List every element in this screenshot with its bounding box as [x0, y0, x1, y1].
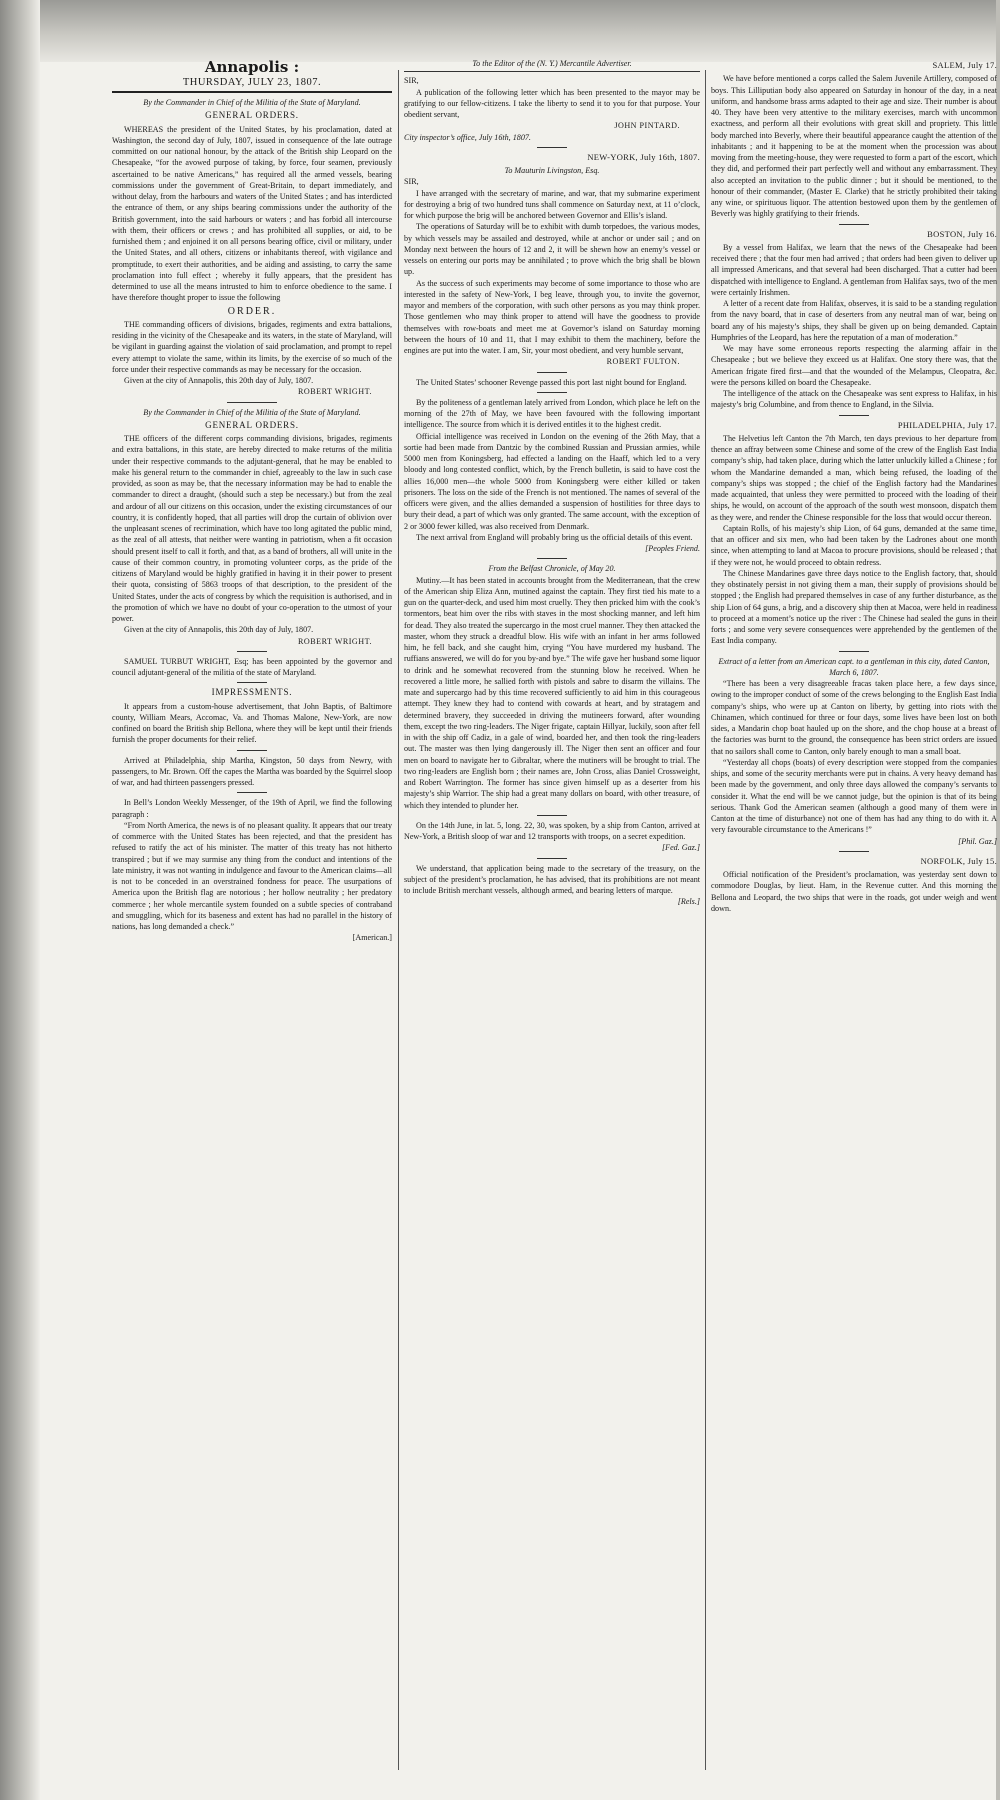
column-three [711, 58, 997, 1788]
news-paragraph: We have before mentioned a corps called the Salem Juvenile Artillery, composed of boys. This Lilliputian body also appeared on Saturday in honour of the day, in a neat uniform, and handsome brass arms adapted to their age and size. Their number is about 40. They have been very attentive to the military exercises, march with uncommon exactness, and perform all their evolutions with great skill and propriety. This little body marched into Beverly, where their beautiful appearance caught the attention of the inhabitants ; and it happening to be at the moment when the procession was about moving from the meeting-house, they were requested to form a part of the escort, which they did, and performed their part perfectly well and without any embarrassment. They also accepted an invitation to the public dinner ; but it should be mentioned, to the honour of their commander, (Master E. Clarke) that he strictly prohibited their taking any wine, or spirituous liquor. The attention bestowed upon them by the gentlemen of Beverly was highly gratifying to their friends. [711, 74, 997, 219]
article-paragraph: It appears from a custom-house advertisement, that John Baptis, of Baltimore county, William Mears, Accomac, Va. and Thomas Malone, New-York, are now confined on board the British ship Bellona, where they will be kept until their friends furnish the proper documents for their relief. [112, 701, 392, 745]
scan-top-border [0, 0, 1000, 62]
news-paragraph: By the politeness of a gentleman lately arrived from London, which place he left on the morning of the 27th of May, we have been favoured with the following important intelligence. The source from which it is derived entitles it to the highest credit. [404, 397, 700, 430]
letter-signature: JOHN PINTARD. [614, 121, 680, 131]
divider [839, 224, 869, 225]
column-one [112, 58, 392, 1788]
letter-paragraph: As the success of such experiments may become of some importance to those who are interested in the safety of New-York, I beg leave, through you, to invite the governor, mayor and members of the corporation, with such other persons as you may think proper. Those gentlemen who may think proper to attend will have the goodness to provide themselves with row-boats and meet me at Governor’s island on Saturday morning between the hours of 10 and 11, that I may exhibit to them the machinery, before the engines are put into the water. I am, Sir, your most obedient, and very humble servant, [404, 278, 700, 355]
news-paragraph: “There has been a very disagreeable fracas taken place here, a few days since, owing to the improper conduct of some of the crews belonging to the English East India company’s ships, who were up at Canton on liberty, by getting into riots with the Chinamen, which continued for three or four days, some lives have been lost on both sides, a Mandarin chop boat hauled up on the shore, and the chop house at a breast of the factories was burnt to the ground, the consequence has been strict orders are issued that no sailors shall come to Canton, only barely enough to man a small boat. [711, 679, 997, 756]
order-heading: By the Commander in Chief of the Militia of the State of Maryland. [143, 98, 361, 107]
appointment-notice: SAMUEL TURBUT WRIGHT, Esq; has been appointed by the governor and council adjutant-general of the militia of the state of Maryland. [112, 656, 392, 677]
order-signature: ROBERT WRIGHT. [298, 636, 372, 646]
divider [537, 858, 567, 859]
news-paragraph: The next arrival from England will probably bring us the official details of this event. [416, 532, 693, 542]
order-title: GENERAL ORDERS. [205, 419, 299, 430]
dateline: NORFOLK, July 15. [920, 855, 997, 866]
source-credit: [Rels.] [677, 897, 700, 907]
article-heading: From the Belfast Chronicle, of May 20. [488, 564, 616, 574]
news-paragraph: Official notification of the President’s proclamation, was yesterday sent down to commodore Douglas, by lieut. Ham, in the Revenue cutter. And this morning the Bellona and Leopard, the two ships that were in the roads, got under weigh and went down. [711, 870, 997, 913]
scan-left-border [0, 0, 40, 1800]
divider [839, 415, 869, 416]
divider [537, 372, 567, 373]
news-paragraph: The Helvetius left Canton the 7th March, ten days previous to her departure from thence an affray between some Chinese and some of the crew of the English East India company’s ship, had taken place, during which the latter unluckily killed a Chinese ; for whom the Mandarine demanded a man, which being refused, the loading of the company’s ships was stopped ; the chief of the English factory had the Mandarines made acquainted, that unless they were permitted to proceed with the loading of their ships, he would, on account of the approach of the south west monsoon, dispatch them as they were, and render the Chinese responsible for the loss that would occur thereon. [711, 433, 997, 522]
news-paragraph: On the 14th June, in lat. 5, long. 22, 30, was spoken, by a ship from Canton, arrived at New-York, a British sloop of war and 12 transports with troops, on a secret expedition. [404, 820, 700, 841]
source-credit: [American.] [352, 933, 392, 943]
source-credit: [Fed. Gaz.] [662, 843, 700, 853]
dateline: BOSTON, July 16. [927, 228, 997, 239]
general-orders-one [112, 97, 392, 398]
divider [237, 651, 267, 652]
news-paragraph: “Yesterday all chops (boats) of every description were stopped from the companies ships, and some of the security merchants were put in chains. A very heavy demand has been made by the government, and only three days allowed the company’s servants to consider it. What the end will be we cannot judge, but the opinion is that of its being serious. Thank God the American seamen (although a good many of them were in Canton at the time of disturbance) not one of them has had any thing to do with it. A very favourable circumstance to the Americans !” [711, 757, 997, 835]
dateline: PHILADELPHIA, July 17. [897, 419, 997, 430]
news-paragraph: A letter of a recent date from Halifax, observes, it is said to be a standing regulation from the navy board, that in case of deserters from any neutral man of war, being on board any of his majesty’s ships, they shall be given up on being demanded. Captain Humphries of the Leopard, has here the reputation of a man of moderation.” [711, 299, 997, 342]
divider [537, 392, 567, 393]
divider [227, 402, 277, 403]
dateline: SALEM, July 17. [932, 60, 997, 70]
source-credit: [Peoples Friend. [645, 544, 700, 553]
letter-paragraph: I have arranged with the secretary of marine, and war, that my submarine experiment for destroying a brig of two hundred tuns shall commence on Saturday next, at 11 o’clock, for which purpose the brig will be anchored between Governor and Ellis’s island. [404, 188, 700, 220]
salutation: SIR, [404, 177, 419, 187]
news-paragraph: Captain Rolls, of his majesty’s ship Lion, of 64 guns, demanded at the same time, that an officer and six men, who had been taken by the Ladrones about one month since, when attempting to land at Macoa to procure provisions, should be released ; that if they were not, he would proceed to obtain redress. [711, 523, 997, 567]
issue-date: THURSDAY, JULY 23, 1807. [112, 76, 392, 93]
divider [537, 815, 567, 816]
news-paragraph: We understand, that application being made to the secretary of the treasury, on the subject of the president’s proclamation, he has advised, that its prohibitions are not meant to include British merchant vessels, although armed, and bearing letters of marque. [404, 863, 700, 895]
news-paragraph: Mutiny.—It has been stated in accounts brought from the Mediterranean, that the crew of the American ship Eliza Ann, mutined against the captain. They first tied his mate to a gun on the quarter-deck, and used him most cruelly. They then pricked him with the cook’s tormentors, beat him over the ribs with staves in the most shocking manner, and left him for dead. They also treated the supercargo in the most cruel manner. They then attacked the master, whom they struck a dreadful blow. His wife with an infant in her arms followed him, he fell back, and she caught him, crying “You have murdered my husband. The ruffians answered, we will do for you by-and bye.” The wife gave her husband some liquor to drink and he somewhat recovered from the stunning blow he received. When he recovered a little more, he sallied forth with pistols and sabre to disarm the villains. The mate and supercargo had by this time recovered sufficiently to aid him in this courageous attempt. They knew they had to contend with cowards at heart, and by stratagem and determined bravery, they succeeded in driving the mutineers forward, after wounding them, except the two ring-leaders. The Niger frigate, captain Hillyar, luckily, soon after fell in with the ship off Cadiz, in a gale of wind, boarded her, and then took the ring-leaders out. The master was then lying dangerously ill. The Niger then sent an officer and four men on board to navigate her to Gibraltar, where the mutiners will be brought to trial. The two ring-leaders are English born ; their names are, John Cross, alias Daniel Crossweight, and Robert Warrington. The former has since given himself up as a deserter from his majesty’s ship Warrior. The ship had a great many dollars on board, with other treasure, of which they intended to plunder her. [404, 575, 700, 810]
order-heading: By the Commander in Chief of the Militia of the State of Maryland. [143, 407, 361, 417]
letter-place: City inspector’s office, July 16th, 1807. [404, 132, 531, 142]
divider [237, 750, 267, 751]
order-given: Given at the city of Annapolis, this 20th day of July, 1807. [124, 625, 314, 635]
news-paragraph: By a vessel from Halifax, we learn that the news of the Chesapeake had been received there ; that the four men had arrived ; that orders had been given to deliver up all impressed Americans, and that several had been discharged. That a cutter had been dispatched with intelligence to England. A gentleman from Halifax says, two of the men were certainly Irishmen. [711, 242, 997, 297]
article-paragraph: Arrived at Philadelphia, ship Martha, Kingston, 50 days from Newry, with passengers, to Mr. Brown. Off the capes the Martha was boarded by the Squirrel sloop of war, and had thirteen passengers pressed. [112, 755, 392, 787]
news-paragraph: Official intelligence was received in London on the evening of the 26th May, that a sortie had been made from Dantzic by the combined Russian and Prussian armies, while 5000 men from Koningsberg, had effected a landing on the Haaff, which led to a very bloody and long contested conflict, which, by the French bulletin, is said to have cost the allies 16,000 men—the whole 5000 from Koningsberg were either killed or taken prisoners. The loss on the side of the French is not mentioned. The names of several of the officers were given, and the allies demanded a suspension of hostilities for three days to bury their dead, a part of which was only granted. The same account, with the exception of 2 or 3000 fewer killed, was also received from Denmark. [404, 431, 700, 531]
column-rule [398, 70, 399, 1770]
divider [237, 682, 267, 683]
news-paragraph: The Chinese Mandarines gave three days notice to the English factory, that, should they obstinately persist in not giving them a man, their supply of provisions should be stopped ; the English had prepared themselves in case of any further disturbance, as the ship Lion of 64 guns, a brig, and a discovery ship then at Macoa, were held in readiness to proceed at a moment’s notice up the river : The Chinese had sealed the guns in their forts ; and some very severe consequences were apprehended by the gentlemen of the East India company. [711, 568, 997, 646]
column-rule [705, 70, 706, 1770]
news-item: The United States’ schooner Revenge passed this port last night bound for England. [416, 377, 687, 387]
order-given: Given at the city of Annapolis, this 20th day of July, 1807. [124, 376, 314, 385]
divider [237, 792, 267, 793]
order-subtitle: ORDER. [227, 305, 277, 317]
masthead-title: Annapolis : [204, 58, 300, 76]
letter-paragraph: A publication of the following letter which has been presented to the mayor may be gratifying to our fellow-citizens. I take the liberty to send it to you for that purpose. Your obedient servant, [404, 87, 700, 119]
order-paragraph: THE commanding officers of divisions, brigades, regiments and extra battalions, residing in the vicinity of the Chesapeake and its waters, in the state of Maryland, will be vigilant in guarding against the violation of said proclamation, and prompt to repel every attempt to violate the same, within its limits, by the exercise of so much of the force under their respective commands as may be necessary for the occasion. [112, 319, 392, 374]
article-heading: Extract of a letter from an American capt. to a gentleman in this city, dated Canton, March 6, 1807. [718, 656, 990, 677]
order-signature: ROBERT WRIGHT. [298, 387, 372, 397]
news-paragraph: We may have some erroneous reports respecting the alarming affair in the Chesapeake ; but we believe they exceed us at Halifax. One story there was, that the American frigate fired first—and that the wounded of the Melampus, Cleopatra, &c. were the persons killed on board the Chesapeake. [711, 344, 997, 387]
divider [537, 147, 567, 148]
section-title-impressments: IMPRESSMENTS. [211, 687, 293, 698]
salutation: SIR, [404, 76, 419, 86]
letter-signature: ROBERT FULTON. [606, 357, 680, 367]
article-paragraph: In Bell’s London Weekly Messenger, of the 19th of April, we find the following paragraph : [112, 798, 392, 819]
source-credit: [Phil. Gaz.] [958, 836, 997, 846]
news-paragraph: The intelligence of the attack on the Chesapeake was sent express to Halifax, in his majesty’s brig Columbine, and from thence to England, in the Silvia. [711, 389, 997, 410]
article-paragraph: “From North America, the news is of no pleasant quality. It appears that our treaty of commerce with the United States has been rejected, and that the president has refused to ratify the act of his minister. The matter of this treaty has not hitherto transpired ; but if we may surmise any thing from the conduct and intentions of the late ministry, it was not wanting in indulgence and favour to the American claims—all is not to be conceded in an overstrained fondness for peace. The usurpations of America upon the British flag are notorious ; her hollow neutrality ; her predatory commerce ; her whole mercantile system founded on a subtle species of contraband and smuggling, which for its baseness and extent has had no parallel in the history of nations, has long demanded a check.” [112, 820, 392, 931]
order-title: GENERAL ORDERS. [205, 110, 299, 121]
divider [839, 651, 869, 652]
order-paragraph: WHEREAS the president of the United States, by his proclamation, dated at Washington, the second day of July, 1807, issued in consequence of the late outrage committed on our national honour, by the attack of the British ship Leopard on the Chesapeake, “for the avowed purpose of taking, by force, four seamen, previously ascertained to be native Americans,” has required all the armed vessels, bearing commissions under the government of Great-Britain, to depart immediately, and without delay, from the harbours and waters of the United States ; and has interdicted the entrance of them, or any ships bearing commissions under the authority of the British government, into the said harbours or waters ; and has forbid all intercourse with them, their officers or crews ; and has prohibited all supplies, or aid, to be furnished them ; and enjoined it on all persons bearing office, civil or military, under the United States, and all others, citizens or inhabitants thereof, with vigilance and promptitude, to exert their authorities, and be aiding and assisting, to carry the same proclamation into full effect ; whereby it fully appears, that the president has determined to use all the means intrusted to him to enforce obedience to the same. I have therefore thought proper to issue the following [112, 124, 392, 303]
letter-address: To the Editor of the (N. Y.) Mercantile Advertiser. [404, 58, 700, 72]
general-orders-two [112, 407, 392, 647]
order-paragraph: THE officers of the different corps commanding divisions, brigades, regiments and extra battalions, in this state, are hereby directed to make returns of the militia under their respective commands to the adjutant-general, that he may be enabled to make his general return to the commander in chief, agreeably to the law in such case provided, as soon as may be, that the necessary information may be had to enable the commander to direct a draught, (should such a step be necessary.) but from the zeal and ardour of all our citizens on this occasion, under the existing circumstances of our country, it is confidently hoped, that all parties will drop the curtain of oblivion over the unpleasant scenes of recrimination, which have too long agitated the public mind, as the zeal of all attests, that neither were wanting in patriotism, when a fit occasion should present itself to call it forth, and that, as a band of brothers, all will unite in the cause of their common country, in promoting volunteer corps, as the pride of the citizens of Maryland would be highly gratified in having it in their power to present their quota, consisting of 5863 troops of that description, to the president of the United States, under the acts of congress by which the requisition is authorised, and in the promotion of which we have no doubt of your co-operation to the utmost of your power. [112, 434, 392, 623]
divider [537, 558, 567, 559]
dateline: NEW-YORK, July 16th, 1807. [587, 151, 700, 162]
column-two [404, 58, 700, 1788]
letter-paragraph: The operations of Saturday will be to exhibit with dumb torpedoes, the various modes, by which vessels may be assailed and destroyed, while at anchor or under sail ; and on Monday next between the hours of 12 and 2, it will be shewn how an enemy’s vessel or vessels on entering our ports may be annihilated ; to prove which the brig shall be blown up. [404, 222, 700, 277]
letter-address: To Mauturin Livingston, Esq. [504, 166, 600, 175]
divider [839, 851, 869, 852]
